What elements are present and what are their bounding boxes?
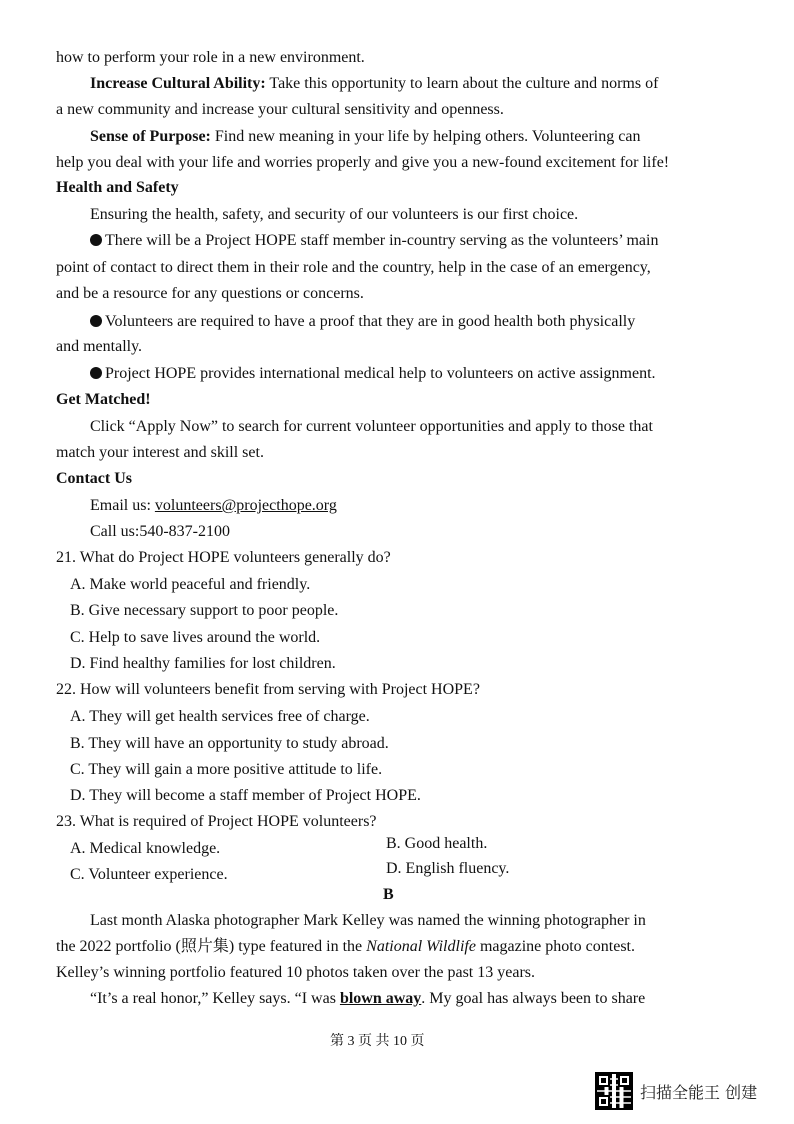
bullet-item: There will be a Project HOPE staff member in-country serving as the volunteers’ main [90,230,658,252]
text-line: and be a resource for any questions or concerns. [56,285,364,302]
cultural-ability-heading: Increase Cultural Ability: [90,75,266,92]
question-21: 21. What do Project HOPE volunteers generally do? [56,549,391,566]
option-21-c: C. Help to save lives around the world. [70,629,321,646]
text-line: point of contact to direct them in their role and the country, help in the case of an emergency, [56,259,651,276]
text-line: and mentally. [56,338,143,355]
magazine-title: National Wildlife [366,938,476,955]
scanner-watermark: 扫描全能王 创建 [640,1083,758,1102]
text-line: the 2022 portfolio (照片集) type featured in the National Wildlife magazine photo contest. [56,938,635,955]
text-line: Kelley’s winning portfolio featured 10 photos taken over the past 13 years. [56,964,535,981]
text-line: help you deal with your life and worries properly and give you a new-found excitement for life! [56,154,670,171]
get-matched-heading: Get Matched! [56,391,151,408]
section-letter-b: B [383,886,394,903]
option-21-d: D. Find healthy families for lost children. [70,655,336,672]
option-23-c: C. Volunteer experience. [70,866,228,883]
option-23-d: D. English fluency. [386,860,510,877]
health-safety-heading: Health and Safety [56,179,179,196]
qr-code-icon [597,1074,631,1108]
bullet-icon [90,315,102,327]
text-line: match your interest and skill set. [56,444,264,461]
cultural-ability-paragraph: Increase Cultural Ability: Take this opportunity to learn about the culture and norms of [90,75,659,92]
page-number: 第 3 页 共 10 页 [330,1034,425,1049]
text-line: Last month Alaska photographer Mark Kelley was named the winning photographer in [90,912,646,929]
bullet-item: Volunteers are required to have a proof that they are in good health both physically [90,311,635,333]
text-line: “It’s a real honor,” Kelley says. “I was blown away. My goal has always been to share [90,990,646,1007]
text-line: a new community and increase your cultural sensitivity and openness. [56,101,504,118]
bullet-icon [90,234,102,246]
question-23: 23. What is required of Project HOPE volunteers? [56,813,377,830]
option-22-c: C. They will gain a more positive attitude to life. [70,761,383,778]
contact-us-heading: Contact Us [56,470,132,487]
health-intro: Ensuring the health, safety, and security of our volunteers is our first choice. [90,206,579,223]
option-22-a: A. They will get health services free of charge. [70,708,370,725]
email-line: Email us: volunteers@projecthope.org [90,497,337,514]
sense-of-purpose-heading: Sense of Purpose: [90,128,211,145]
question-22: 22. How will volunteers benefit from serving with Project HOPE? [56,681,480,698]
option-23-b: B. Good health. [386,835,488,852]
option-22-d: D. They will become a staff member of Project HOPE. [70,787,421,804]
option-23-a: A. Medical knowledge. [70,840,221,857]
text-line: how to perform your role in a new environment. [56,49,365,66]
emphasized-phrase: blown away [339,990,422,1007]
text-line: Click “Apply Now” to search for current volunteer opportunities and apply to those that [90,418,653,435]
phone-line: Call us:540-837-2100 [90,523,230,540]
option-21-b: B. Give necessary support to poor people. [70,602,339,619]
email-link[interactable]: volunteers@projecthope.org [154,497,337,514]
option-22-b: B. They will have an opportunity to study abroad. [70,735,389,752]
bullet-item: Project HOPE provides international medical help to volunteers on active assignment. [90,363,656,385]
option-21-a: A. Make world peaceful and friendly. [70,576,311,593]
sense-of-purpose-paragraph: Sense of Purpose: Find new meaning in your life by helping others. Volunteering can [90,128,641,145]
bullet-icon [90,367,102,379]
